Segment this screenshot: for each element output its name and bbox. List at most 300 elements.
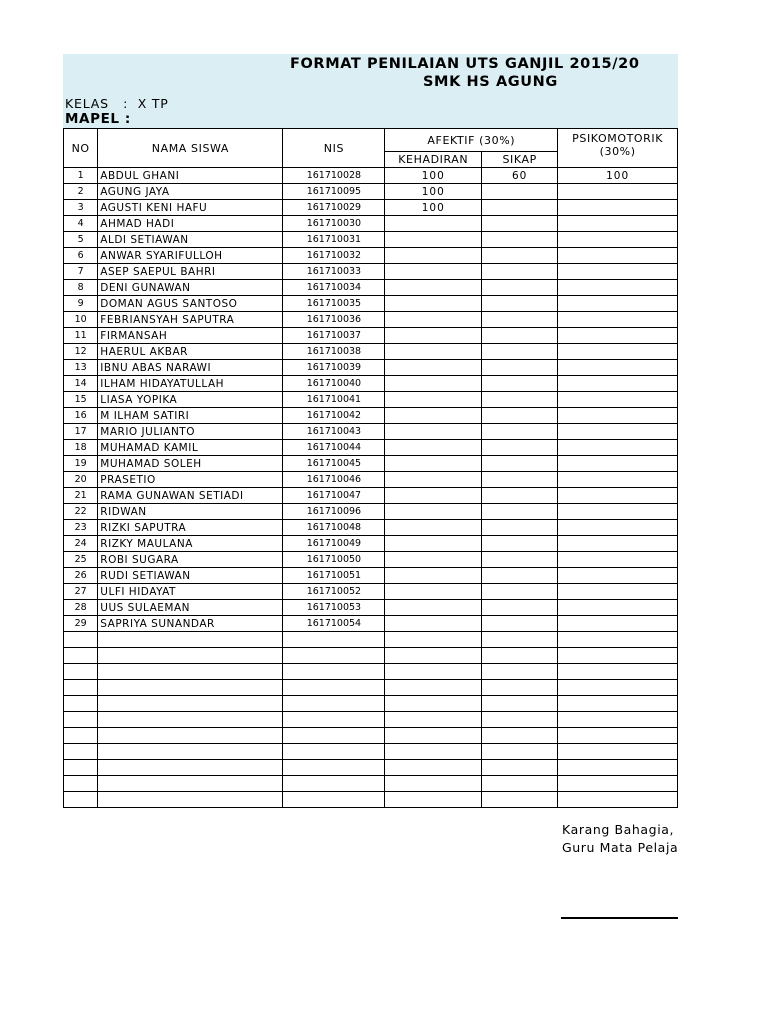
cell-kehadiran <box>385 440 482 456</box>
empty-cell <box>482 744 558 760</box>
cell-psikomotorik <box>558 360 678 376</box>
cell-kehadiran <box>385 504 482 520</box>
cell-nis: 161710035 <box>283 296 385 312</box>
empty-cell <box>385 760 482 776</box>
empty-cell <box>558 776 678 792</box>
empty-cell <box>64 792 98 808</box>
cell-psikomotorik <box>558 520 678 536</box>
empty-cell <box>64 648 98 664</box>
empty-cell <box>283 760 385 776</box>
table-row <box>64 312 678 328</box>
header-psikomotorik-label: PSIKOMOTORIK <box>572 132 664 145</box>
cell-nama: PRASETIO <box>98 472 283 488</box>
header-sikap: SIKAP <box>482 152 558 168</box>
cell-no: 20 <box>64 472 98 488</box>
cell-nama: ABDUL GHANI <box>98 168 283 184</box>
empty-cell <box>385 648 482 664</box>
cell-nama: ANWAR SYARIFULLOH <box>98 248 283 264</box>
header-no: NO <box>64 129 98 168</box>
cell-no: 24 <box>64 536 98 552</box>
table-row <box>64 568 678 584</box>
empty-cell <box>64 712 98 728</box>
table-row <box>64 552 678 568</box>
grade-table <box>63 128 678 808</box>
kelas-value: X TP <box>137 96 169 111</box>
cell-no: 23 <box>64 520 98 536</box>
empty-cell <box>558 632 678 648</box>
kelas-sep: : <box>123 96 129 111</box>
cell-nama: HAERUL AKBAR <box>98 344 283 360</box>
table-row <box>64 616 678 632</box>
cell-kehadiran <box>385 344 482 360</box>
school-name: SMK HS AGUNG <box>423 74 558 90</box>
table-row <box>64 280 678 296</box>
table-row <box>64 344 678 360</box>
cell-psikomotorik <box>558 504 678 520</box>
empty-cell <box>283 664 385 680</box>
empty-cell <box>98 744 283 760</box>
cell-no: 26 <box>64 568 98 584</box>
cell-no: 16 <box>64 408 98 424</box>
table-row <box>64 600 678 616</box>
empty-cell <box>482 664 558 680</box>
empty-cell <box>482 696 558 712</box>
cell-nama: SAPRIYA SUNANDAR <box>98 616 283 632</box>
cell-kehadiran <box>385 248 482 264</box>
cell-nama: FEBRIANSYAH SAPUTRA <box>98 312 283 328</box>
cell-no: 1 <box>64 168 98 184</box>
cell-nis: 161710044 <box>283 440 385 456</box>
cell-kehadiran <box>385 616 482 632</box>
cell-no: 18 <box>64 440 98 456</box>
header-nis: NIS <box>283 129 385 168</box>
cell-nama: RIZKI SAPUTRA <box>98 520 283 536</box>
table-row <box>64 328 678 344</box>
empty-cell <box>283 792 385 808</box>
cell-kehadiran <box>385 584 482 600</box>
cell-sikap <box>482 200 558 216</box>
cell-nis: 161710042 <box>283 408 385 424</box>
empty-row <box>64 680 678 696</box>
cell-psikomotorik <box>558 488 678 504</box>
empty-cell <box>64 664 98 680</box>
empty-cell <box>482 776 558 792</box>
cell-psikomotorik <box>558 440 678 456</box>
empty-cell <box>98 792 283 808</box>
cell-nis: 161710053 <box>283 600 385 616</box>
table-row <box>64 168 678 184</box>
cell-kehadiran <box>385 488 482 504</box>
cell-sikap <box>482 216 558 232</box>
cell-nis: 161710038 <box>283 344 385 360</box>
table-row <box>64 216 678 232</box>
cell-no: 13 <box>64 360 98 376</box>
cell-sikap <box>482 536 558 552</box>
cell-nis: 161710041 <box>283 392 385 408</box>
empty-cell <box>385 712 482 728</box>
table-row <box>64 296 678 312</box>
empty-cell <box>283 680 385 696</box>
table-row <box>64 504 678 520</box>
cell-sikap <box>482 360 558 376</box>
empty-cell <box>64 728 98 744</box>
empty-row <box>64 792 678 808</box>
cell-nis: 161710049 <box>283 536 385 552</box>
cell-kehadiran <box>385 456 482 472</box>
cell-no: 7 <box>64 264 98 280</box>
cell-nama: MARIO JULIANTO <box>98 424 283 440</box>
cell-psikomotorik <box>558 392 678 408</box>
empty-cell <box>283 648 385 664</box>
cell-kehadiran <box>385 424 482 440</box>
empty-cell <box>385 696 482 712</box>
cell-no: 17 <box>64 424 98 440</box>
empty-cell <box>385 728 482 744</box>
table-row <box>64 184 678 200</box>
cell-nis: 161710037 <box>283 328 385 344</box>
empty-cell <box>98 648 283 664</box>
cell-kehadiran <box>385 264 482 280</box>
table-row <box>64 200 678 216</box>
cell-kehadiran <box>385 296 482 312</box>
cell-nama: AGUNG JAYA <box>98 184 283 200</box>
cell-nis: 161710028 <box>283 168 385 184</box>
cell-sikap <box>482 440 558 456</box>
cell-no: 6 <box>64 248 98 264</box>
cell-sikap <box>482 328 558 344</box>
cell-nis: 161710031 <box>283 232 385 248</box>
cell-no: 9 <box>64 296 98 312</box>
empty-cell <box>98 728 283 744</box>
empty-cell <box>558 760 678 776</box>
empty-cell <box>385 792 482 808</box>
cell-nama: AHMAD HADI <box>98 216 283 232</box>
cell-psikomotorik <box>558 296 678 312</box>
cell-nama: M ILHAM SATIRI <box>98 408 283 424</box>
cell-nama: RIDWAN <box>98 504 283 520</box>
cell-kehadiran <box>385 216 482 232</box>
cell-psikomotorik <box>558 216 678 232</box>
cell-psikomotorik <box>558 280 678 296</box>
sheet <box>63 54 678 814</box>
empty-cell <box>482 632 558 648</box>
cell-nis: 161710039 <box>283 360 385 376</box>
cell-nis: 161710030 <box>283 216 385 232</box>
cell-nis: 161710036 <box>283 312 385 328</box>
cell-nama: ROBI SUGARA <box>98 552 283 568</box>
signature-place-date: Karang Bahagia, <box>562 822 675 837</box>
empty-cell <box>64 632 98 648</box>
table-row <box>64 440 678 456</box>
cell-nis: 161710045 <box>283 456 385 472</box>
empty-cell <box>64 776 98 792</box>
cell-nis: 161710050 <box>283 552 385 568</box>
cell-nama: RUDI SETIAWAN <box>98 568 283 584</box>
cell-nama: FIRMANSAH <box>98 328 283 344</box>
cell-nama: AGUSTI KENI HAFU <box>98 200 283 216</box>
empty-cell <box>558 728 678 744</box>
empty-cell <box>283 776 385 792</box>
cell-nis: 161710054 <box>283 616 385 632</box>
cell-nama: ILHAM HIDAYATULLAH <box>98 376 283 392</box>
cell-no: 4 <box>64 216 98 232</box>
empty-cell <box>64 680 98 696</box>
empty-cell <box>64 760 98 776</box>
empty-cell <box>558 744 678 760</box>
header-afektif: AFEKTIF (30%) <box>385 129 558 152</box>
header-nama: NAMA SISWA <box>98 129 283 168</box>
empty-cell <box>98 680 283 696</box>
cell-sikap <box>482 504 558 520</box>
empty-cell <box>482 728 558 744</box>
cell-sikap <box>482 248 558 264</box>
cell-no: 3 <box>64 200 98 216</box>
empty-cell <box>385 744 482 760</box>
cell-no: 21 <box>64 488 98 504</box>
cell-kehadiran <box>385 360 482 376</box>
cell-no: 8 <box>64 280 98 296</box>
cell-nama: MUHAMAD KAMIL <box>98 440 283 456</box>
cell-nama: ULFI HIDAYAT <box>98 584 283 600</box>
empty-row <box>64 648 678 664</box>
cell-psikomotorik <box>558 472 678 488</box>
empty-cell <box>98 712 283 728</box>
empty-row <box>64 744 678 760</box>
table-body <box>64 168 678 808</box>
cell-nama: LIASA YOPIKA <box>98 392 283 408</box>
cell-kehadiran <box>385 328 482 344</box>
empty-cell <box>482 712 558 728</box>
empty-cell <box>558 712 678 728</box>
signature-role: Guru Mata Pelaja <box>562 840 678 855</box>
cell-kehadiran <box>385 376 482 392</box>
cell-no: 25 <box>64 552 98 568</box>
cell-sikap: 60 <box>482 168 558 184</box>
cell-psikomotorik <box>558 600 678 616</box>
kelas-line <box>65 96 169 111</box>
kelas-label: KELAS <box>65 96 109 111</box>
empty-cell <box>482 648 558 664</box>
cell-sikap <box>482 280 558 296</box>
header-psikomotorik <box>558 129 678 168</box>
table-row <box>64 360 678 376</box>
cell-kehadiran: 100 <box>385 200 482 216</box>
cell-nis: 161710095 <box>283 184 385 200</box>
cell-nis: 161710032 <box>283 248 385 264</box>
empty-cell <box>482 760 558 776</box>
cell-psikomotorik <box>558 264 678 280</box>
cell-nama: UUS SULAEMAN <box>98 600 283 616</box>
empty-cell <box>385 680 482 696</box>
cell-psikomotorik <box>558 328 678 344</box>
cell-no: 22 <box>64 504 98 520</box>
header-psikomotorik-pct: (30%) <box>599 145 636 158</box>
cell-kehadiran <box>385 280 482 296</box>
cell-nis: 161710052 <box>283 584 385 600</box>
cell-psikomotorik <box>558 408 678 424</box>
empty-cell <box>283 632 385 648</box>
empty-cell <box>385 776 482 792</box>
cell-kehadiran <box>385 600 482 616</box>
cell-no: 14 <box>64 376 98 392</box>
cell-no: 10 <box>64 312 98 328</box>
cell-sikap <box>482 424 558 440</box>
cell-psikomotorik <box>558 232 678 248</box>
cell-kehadiran: 100 <box>385 168 482 184</box>
table-row <box>64 520 678 536</box>
cell-kehadiran <box>385 232 482 248</box>
table-row <box>64 264 678 280</box>
cell-psikomotorik <box>558 376 678 392</box>
cell-sikap <box>482 600 558 616</box>
cell-nama: DOMAN AGUS SANTOSO <box>98 296 283 312</box>
signature-line <box>561 917 678 919</box>
cell-sikap <box>482 584 558 600</box>
cell-kehadiran <box>385 552 482 568</box>
cell-psikomotorik <box>558 616 678 632</box>
cell-sikap <box>482 616 558 632</box>
empty-cell <box>385 632 482 648</box>
cell-sikap <box>482 568 558 584</box>
empty-cell <box>98 760 283 776</box>
empty-cell <box>98 664 283 680</box>
cell-kehadiran <box>385 536 482 552</box>
cell-nama: RAMA GUNAWAN SETIADI <box>98 488 283 504</box>
cell-nis: 161710096 <box>283 504 385 520</box>
cell-no: 2 <box>64 184 98 200</box>
cell-no: 28 <box>64 600 98 616</box>
table-row <box>64 488 678 504</box>
header-kehadiran: KEHADIRAN <box>385 152 482 168</box>
cell-psikomotorik <box>558 248 678 264</box>
empty-cell <box>64 744 98 760</box>
cell-no: 29 <box>64 616 98 632</box>
cell-kehadiran <box>385 520 482 536</box>
empty-cell <box>283 744 385 760</box>
empty-cell <box>482 792 558 808</box>
cell-psikomotorik <box>558 536 678 552</box>
cell-sikap <box>482 472 558 488</box>
cell-sikap <box>482 264 558 280</box>
cell-sikap <box>482 232 558 248</box>
cell-sikap <box>482 312 558 328</box>
empty-row <box>64 712 678 728</box>
cell-kehadiran <box>385 392 482 408</box>
cell-nis: 161710029 <box>283 200 385 216</box>
cell-kehadiran <box>385 568 482 584</box>
empty-cell <box>98 632 283 648</box>
cell-sikap <box>482 296 558 312</box>
cell-sikap <box>482 456 558 472</box>
cell-sikap <box>482 408 558 424</box>
cell-psikomotorik: 100 <box>558 168 678 184</box>
cell-psikomotorik <box>558 424 678 440</box>
cell-no: 19 <box>64 456 98 472</box>
cell-no: 5 <box>64 232 98 248</box>
cell-nis: 161710043 <box>283 424 385 440</box>
table-row <box>64 456 678 472</box>
empty-cell <box>98 776 283 792</box>
empty-cell <box>558 648 678 664</box>
table-row <box>64 376 678 392</box>
empty-cell <box>558 680 678 696</box>
empty-cell <box>64 696 98 712</box>
cell-psikomotorik <box>558 552 678 568</box>
table-row <box>64 536 678 552</box>
cell-nis: 161710046 <box>283 472 385 488</box>
cell-sikap <box>482 520 558 536</box>
empty-cell <box>558 664 678 680</box>
cell-sikap <box>482 488 558 504</box>
empty-row <box>64 664 678 680</box>
empty-cell <box>558 696 678 712</box>
mapel-label: MAPEL : <box>65 111 131 127</box>
cell-nama: IBNU ABAS NARAWI <box>98 360 283 376</box>
header-band <box>63 54 678 128</box>
cell-psikomotorik <box>558 456 678 472</box>
cell-sikap <box>482 552 558 568</box>
cell-psikomotorik <box>558 584 678 600</box>
empty-cell <box>482 680 558 696</box>
cell-nama: ALDI SETIAWAN <box>98 232 283 248</box>
empty-cell <box>283 712 385 728</box>
cell-sikap <box>482 344 558 360</box>
cell-kehadiran <box>385 472 482 488</box>
empty-cell <box>558 792 678 808</box>
cell-nis: 161710033 <box>283 264 385 280</box>
table-row <box>64 472 678 488</box>
cell-nama: MUHAMAD SOLEH <box>98 456 283 472</box>
cell-nis: 161710051 <box>283 568 385 584</box>
table-row <box>64 408 678 424</box>
cell-psikomotorik <box>558 200 678 216</box>
cell-psikomotorik <box>558 568 678 584</box>
cell-psikomotorik <box>558 312 678 328</box>
cell-no: 27 <box>64 584 98 600</box>
empty-row <box>64 760 678 776</box>
cell-nis: 161710048 <box>283 520 385 536</box>
cell-no: 12 <box>64 344 98 360</box>
cell-no: 11 <box>64 328 98 344</box>
empty-row <box>64 696 678 712</box>
table-row <box>64 232 678 248</box>
empty-cell <box>283 728 385 744</box>
cell-nis: 161710047 <box>283 488 385 504</box>
cell-nama: DENI GUNAWAN <box>98 280 283 296</box>
cell-nis: 161710034 <box>283 280 385 296</box>
cell-psikomotorik <box>558 184 678 200</box>
cell-kehadiran <box>385 312 482 328</box>
table-row <box>64 248 678 264</box>
empty-cell <box>283 696 385 712</box>
table-row <box>64 584 678 600</box>
cell-nama: ASEP SAEPUL BAHRI <box>98 264 283 280</box>
empty-row <box>64 776 678 792</box>
cell-nis: 161710040 <box>283 376 385 392</box>
cell-no: 15 <box>64 392 98 408</box>
empty-row <box>64 632 678 648</box>
empty-row <box>64 728 678 744</box>
cell-sikap <box>482 184 558 200</box>
table-row <box>64 424 678 440</box>
empty-cell <box>98 696 283 712</box>
table-row <box>64 392 678 408</box>
cell-sikap <box>482 392 558 408</box>
document-title: FORMAT PENILAIAN UTS GANJIL 2015/20 <box>290 56 640 72</box>
cell-psikomotorik <box>558 344 678 360</box>
cell-sikap <box>482 376 558 392</box>
cell-kehadiran <box>385 408 482 424</box>
